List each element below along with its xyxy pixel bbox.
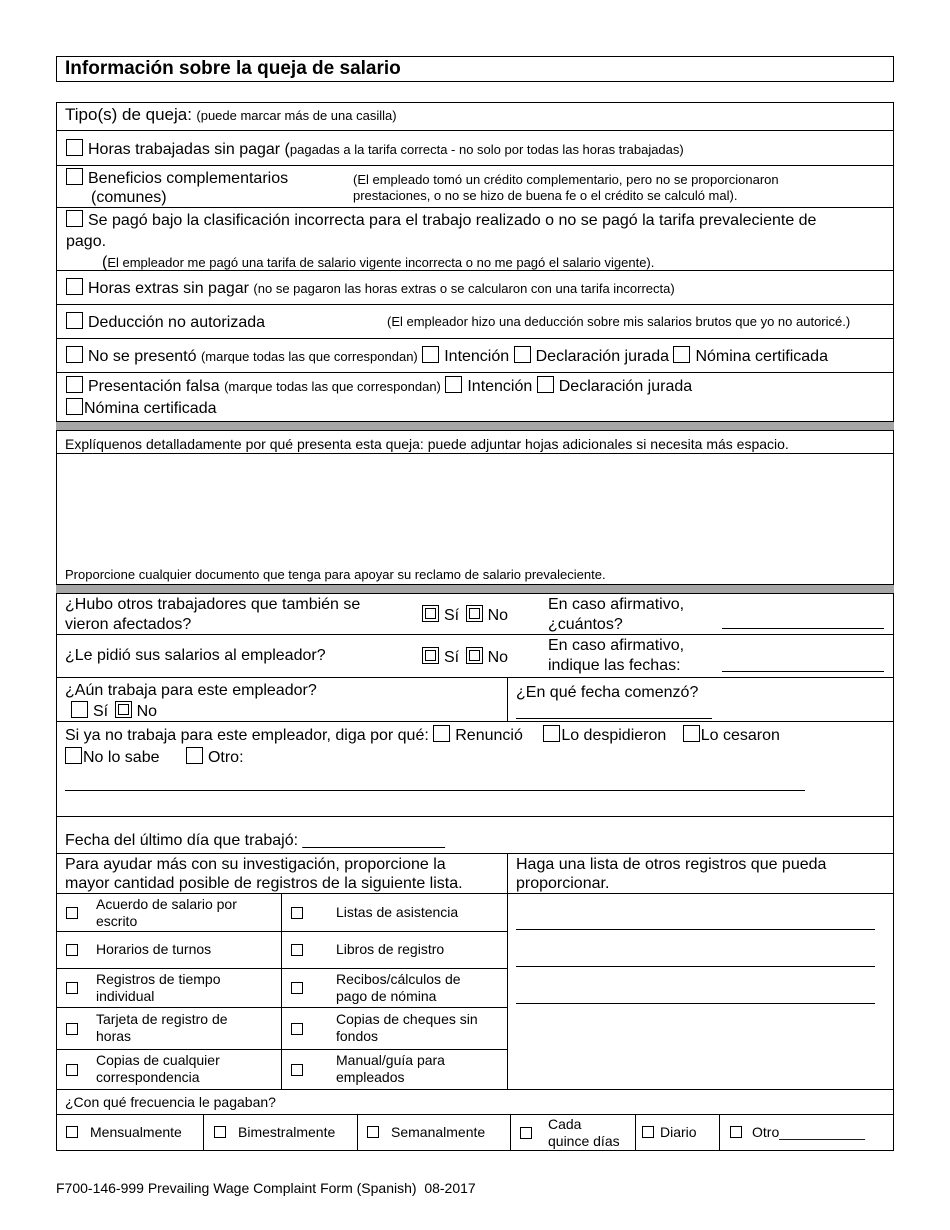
other-reason-field[interactable] xyxy=(65,790,805,791)
other-records-line-1[interactable] xyxy=(516,929,875,930)
row-false-filing: Presentación falsa (marque todas las que correspondan) Intención Declaración jurada Nómina certificada xyxy=(66,376,692,420)
deduction-note: (El empleador hizo una deducción sobre mis salarios brutos que yo no autoricé.) xyxy=(387,314,851,329)
record-item-left-3: Registros de tiempo individual xyxy=(66,971,276,1005)
row-fringe: Beneficios complementarios (comunes) xyxy=(66,168,288,207)
freq-bimonthly: Bimestralmente xyxy=(214,1124,335,1140)
freq-bimonthly-checkbox[interactable] xyxy=(214,1126,226,1138)
laid-off-checkbox[interactable] xyxy=(683,725,700,742)
unpaid-hours-checkbox[interactable] xyxy=(66,139,83,156)
other-workers-yes-checkbox[interactable] xyxy=(422,605,439,622)
record-left-4-checkbox[interactable] xyxy=(66,1023,78,1035)
no-longer-row2: No lo sabe Otro: xyxy=(65,747,244,767)
record-item-left-5: Copias de cualquier correspondencia xyxy=(66,1052,276,1088)
record-left-1-checkbox[interactable] xyxy=(66,907,78,919)
row-deduction: Deducción no autorizada xyxy=(66,312,265,332)
false-filing-checkbox[interactable] xyxy=(66,376,83,393)
record-left-3-checkbox[interactable] xyxy=(66,982,78,994)
record-item-right-2: Libros de registro xyxy=(291,934,501,967)
misclassified-checkbox[interactable] xyxy=(66,210,83,227)
quit-checkbox[interactable] xyxy=(433,725,450,742)
footer-form-id: F700-146-999 Prevailing Wage Complaint Form (Spanish) 08-2017 xyxy=(56,1180,476,1196)
freq-biweekly-checkbox[interactable] xyxy=(520,1127,532,1139)
freq-weekly-checkbox[interactable] xyxy=(367,1126,379,1138)
other-reason-checkbox[interactable] xyxy=(186,747,203,764)
other-records-line-3[interactable] xyxy=(516,1003,875,1004)
record-item-left-2: Horarios de turnos xyxy=(66,934,276,967)
unknown-checkbox[interactable] xyxy=(65,747,82,764)
other-workers-count-field[interactable] xyxy=(722,628,884,629)
still-working-yes-checkbox[interactable] xyxy=(71,701,88,718)
overtime-checkbox[interactable] xyxy=(66,278,83,295)
row-unpaid-hours: Horas trabajadas sin pagar (pagadas a la tarifa correcta - no solo por todas las horas trabajadas) xyxy=(66,139,684,159)
freq-other: Otro___________ xyxy=(730,1124,865,1140)
not-filed-checkbox[interactable] xyxy=(66,346,83,363)
other-workers-followup: En caso afirmativo, ¿cuántos? xyxy=(548,596,685,633)
record-right-1-checkbox[interactable] xyxy=(291,907,303,919)
record-left-5-checkbox[interactable] xyxy=(66,1064,78,1076)
record-item-right-5: Manual/guía para empleados xyxy=(291,1052,501,1088)
fired-checkbox[interactable] xyxy=(543,725,560,742)
separator-bar xyxy=(56,422,894,430)
record-right-5-checkbox[interactable] xyxy=(291,1064,303,1076)
not-filed-affidavit-checkbox[interactable] xyxy=(514,346,531,363)
record-item-right-4: Copias de cheques sin fondos xyxy=(291,1011,501,1047)
pay-frequency-question: ¿Con qué frecuencia le pagaban? xyxy=(65,1094,276,1110)
asked-wages-options: Sí No xyxy=(422,647,508,667)
fringe-note: (El empleado tomó un crédito complementario, pero no se proporcionaron prestaciones, o no se hizo de buena fe o el crédito se calculó mal). xyxy=(353,172,779,203)
record-item-left-4: Tarjeta de registro de horas xyxy=(66,1011,276,1047)
documents-note: Proporcione cualquier documento que tenga para apoyar su reclamo de salario prevaleciente. xyxy=(65,567,606,582)
row-not-filed: No se presentó (marque todas las que correspondan) Intención Declaración jurada Nómina certificada xyxy=(66,346,828,366)
other-workers-question: ¿Hubo otros trabajadores que también se vieron afectados? xyxy=(65,596,361,633)
other-records-line-2[interactable] xyxy=(516,966,875,967)
record-item-left-1: Acuerdo de salario por escrito xyxy=(66,896,276,930)
page-title: Información sobre la queja de salario xyxy=(65,58,401,79)
false-filing-affidavit-checkbox[interactable] xyxy=(537,376,554,393)
other-workers-no-checkbox[interactable] xyxy=(466,605,483,622)
explain-prompt: Explíquenos detalladamente por qué presenta esta queja: puede adjuntar hojas adicionales si necesita más espacio. xyxy=(65,436,789,452)
start-date-field[interactable] xyxy=(516,718,712,719)
records-intro: Para ayudar más con su investigación, proporcione la mayor cantidad posible de registros de la siguiente lista. xyxy=(65,856,463,892)
freq-daily: Diario xyxy=(642,1124,697,1140)
asked-wages-question: ¿Le pidió sus salarios al empleador? xyxy=(65,647,326,664)
freq-weekly: Semanalmente xyxy=(367,1124,485,1140)
no-longer-row1: Si ya no trabaja para este empleador, diga por qué: Renunció Lo despidieron Lo cesaron xyxy=(65,727,780,744)
start-date-question: ¿En qué fecha comenzó? xyxy=(516,684,699,701)
row-misclassified: Se pagó bajo la clasificación incorrecta para el trabajo realizado o no se pagó la tarifa prevaleciente de pago. (El empleador me pagó una tarifa de salario vigente incorrecta o no me pagó el salario vigente). xyxy=(66,212,817,271)
explain-textarea[interactable] xyxy=(60,456,890,564)
record-left-2-checkbox[interactable] xyxy=(66,944,78,956)
freq-monthly: Mensualmente xyxy=(66,1124,182,1140)
other-records-prompt: Haga una lista de otros registros que pueda proporcionar. xyxy=(516,856,827,892)
not-filed-payroll-checkbox[interactable] xyxy=(673,346,690,363)
record-item-right-1: Listas de asistencia xyxy=(291,896,501,930)
false-filing-payroll-checkbox[interactable] xyxy=(66,398,83,415)
asked-wages-dates-field[interactable] xyxy=(722,671,884,672)
record-right-2-checkbox[interactable] xyxy=(291,944,303,956)
asked-wages-followup: En caso afirmativo, indique las fechas: xyxy=(548,637,685,674)
record-right-3-checkbox[interactable] xyxy=(291,982,303,994)
freq-daily-checkbox[interactable] xyxy=(642,1126,654,1138)
asked-wages-no-checkbox[interactable] xyxy=(466,647,483,664)
freq-monthly-checkbox[interactable] xyxy=(66,1126,78,1138)
complaint-types-heading: Tipo(s) de queja: (puede marcar más de una casilla) xyxy=(65,105,397,124)
last-day-label: Fecha del último día que trabajó: ________________ xyxy=(65,832,445,849)
fringe-checkbox[interactable] xyxy=(66,168,83,185)
false-filing-intent-checkbox[interactable] xyxy=(445,376,462,393)
still-working-no-checkbox[interactable] xyxy=(115,701,132,718)
not-filed-intent-checkbox[interactable] xyxy=(422,346,439,363)
row-overtime: Horas extras sin pagar (no se pagaron las horas extras o se calcularon con una tarifa incorrecta) xyxy=(66,278,675,298)
still-working-question: ¿Aún trabaja para este empleador? Sí No xyxy=(65,682,317,720)
freq-biweekly: Cada quince días xyxy=(520,1116,632,1150)
freq-other-checkbox[interactable] xyxy=(730,1126,742,1138)
separator-bar-2 xyxy=(56,585,894,593)
asked-wages-yes-checkbox[interactable] xyxy=(422,647,439,664)
record-item-right-3: Recibos/cálculos de pago de nómina xyxy=(291,971,501,1005)
record-right-4-checkbox[interactable] xyxy=(291,1023,303,1035)
deduction-checkbox[interactable] xyxy=(66,312,83,329)
other-workers-options: Sí No xyxy=(422,605,508,625)
